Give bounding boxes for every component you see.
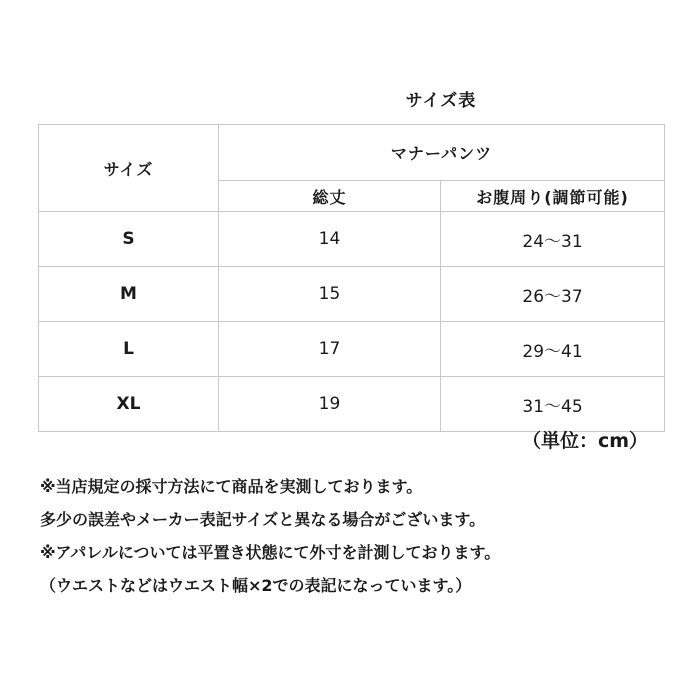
notes bbox=[40, 470, 500, 602]
size-table bbox=[38, 124, 665, 432]
waist-header: お腹周り(調節可能) bbox=[476, 187, 629, 207]
size-cell: S bbox=[122, 229, 135, 249]
size-header-cell bbox=[39, 125, 219, 212]
table-header-row bbox=[39, 125, 665, 181]
length-cell: 19 bbox=[318, 394, 341, 414]
waist-cell: 26～37 bbox=[522, 286, 583, 307]
note-line: 多少の誤差やメーカー表記サイズと異なる場合がございます。 bbox=[40, 510, 486, 529]
table-row bbox=[39, 212, 665, 267]
table-row bbox=[39, 267, 665, 322]
length-cell: 17 bbox=[318, 339, 341, 359]
size-cell: L bbox=[123, 339, 134, 359]
unit-label: （単位：cm） bbox=[521, 430, 648, 452]
table-row bbox=[39, 322, 665, 377]
product-header: マナーパンツ bbox=[390, 144, 493, 163]
product-header-cell bbox=[219, 125, 665, 181]
waist-header-cell bbox=[441, 181, 665, 212]
table-row bbox=[39, 377, 665, 432]
waist-cell: 24～31 bbox=[522, 231, 583, 252]
size-cell: M bbox=[120, 284, 137, 304]
page-title: サイズ表 bbox=[405, 91, 477, 111]
length-cell: 15 bbox=[318, 284, 341, 304]
length-header-cell bbox=[219, 181, 441, 212]
note-line: （ウエストなどはウエスト幅×2での表記になっています。） bbox=[40, 576, 472, 595]
size-cell: XL bbox=[116, 394, 141, 414]
length-cell: 14 bbox=[318, 229, 341, 249]
size-header: サイズ bbox=[103, 159, 154, 179]
note-line: ※当店規定の採寸方法にて商品を実測しております。 bbox=[40, 477, 423, 496]
waist-cell: 29～41 bbox=[522, 341, 583, 362]
note-line: ※アパレルについては平置き状態にて外寸を計測しております。 bbox=[40, 543, 501, 562]
waist-cell: 31～45 bbox=[522, 396, 583, 417]
length-header: 総丈 bbox=[312, 187, 347, 207]
